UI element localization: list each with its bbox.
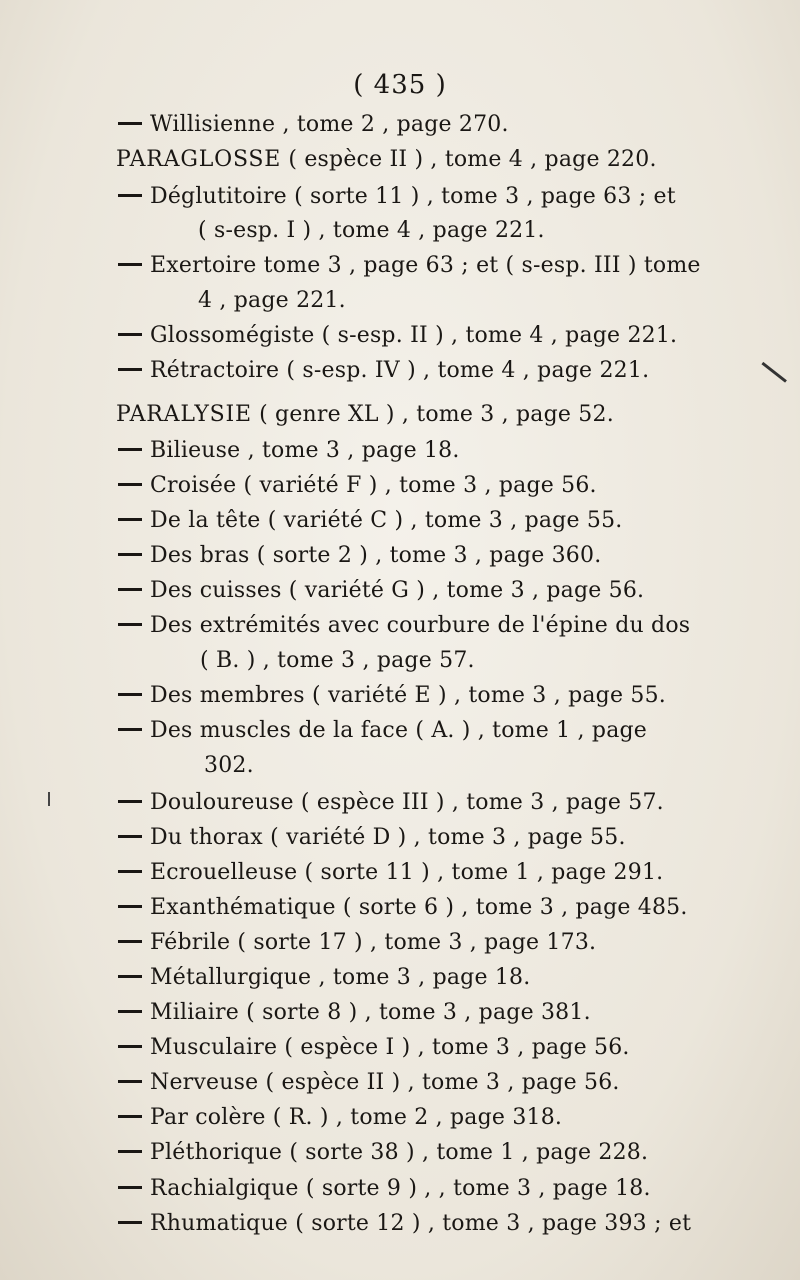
entry-text: 4 , page 221. (198, 288, 346, 313)
entry-text: Métallurgique , tome 3 , page 18. (150, 965, 531, 990)
entry-text: Douloureuse ( espèce III ) , tome 3 , page 57. (150, 790, 664, 815)
entry-line (118, 253, 701, 278)
entry-text: Déglutitoire ( sorte 11 ) , tome 3 , page 63 ; et (150, 184, 676, 209)
entry-line (118, 358, 649, 383)
entry-line (118, 965, 530, 990)
dash-mark (118, 333, 142, 336)
dash-mark (118, 693, 142, 696)
dash-mark (118, 1221, 142, 1224)
entry-text: ( s-esp. I ) , tome 4 , page 221. (198, 218, 545, 243)
entry-heading: PARALYSIE (116, 402, 252, 427)
dash-mark (118, 122, 142, 125)
entry-line (118, 323, 677, 348)
dash-mark (118, 448, 142, 451)
dash-mark (118, 1080, 142, 1083)
page-number: ( 435 ) (353, 70, 447, 100)
entry-line (204, 753, 254, 778)
entry-text: Rhumatique ( sorte 12 ) , tome 3 , page 393 ; et (150, 1211, 692, 1236)
dash-mark (118, 588, 142, 591)
entry-text: Ecrouelleuse ( sorte 11 ) , tome 1 , page 291. (150, 860, 664, 885)
entry-line (118, 1176, 651, 1201)
entry-line (118, 1070, 620, 1095)
entry-line (118, 930, 596, 955)
entry-text: ( espèce II ) , tome 4 , page 220. (281, 147, 657, 172)
dash-mark (118, 975, 142, 978)
entry-text: 302. (204, 753, 254, 778)
entry-text: Croisée ( variété F ) , tome 3 , page 56. (150, 473, 597, 498)
dash-mark (118, 553, 142, 556)
dash-mark (118, 1150, 142, 1153)
dash-mark (118, 194, 142, 197)
dash-mark (118, 940, 142, 943)
entry-text: Pléthorique ( sorte 38 ) , tome 1 , page 228. (150, 1140, 649, 1165)
entry-line (118, 895, 688, 920)
entry-line (118, 438, 460, 463)
entry-line (118, 1035, 630, 1060)
entry-line (118, 473, 597, 498)
entry-line (118, 860, 663, 885)
dash-mark (118, 1186, 142, 1189)
entry-text: Exanthématique ( sorte 6 ) , tome 3 , page 485. (150, 895, 688, 920)
entry-text: Miliaire ( sorte 8 ) , tome 3 , page 381. (150, 1000, 591, 1025)
entry-line (200, 648, 475, 673)
dash-mark (118, 728, 142, 731)
entry-line (118, 578, 644, 603)
entry-text: Rétractoire ( s-esp. IV ) , tome 4 , page 221. (150, 358, 650, 383)
entry-text: De la tête ( variété C ) , tome 3 , page 55. (150, 508, 623, 533)
dash-mark (118, 800, 142, 803)
dash-mark (118, 870, 142, 873)
dash-mark (118, 835, 142, 838)
entry-text: Glossomégiste ( s-esp. II ) , tome 4 , page 221. (150, 323, 678, 348)
entry-text: Fébrile ( sorte 17 ) , tome 3 , page 173. (150, 930, 597, 955)
dash-mark (118, 518, 142, 521)
entry-line (118, 543, 601, 568)
entry-line (118, 1211, 691, 1236)
entry-line (198, 288, 346, 313)
entry-text: Des bras ( sorte 2 ) , tome 3 , page 360. (150, 543, 602, 568)
entry-line (198, 218, 545, 243)
entry-text: Du thorax ( variété D ) , tome 3 , page 55. (150, 825, 626, 850)
dash-mark (118, 483, 142, 486)
entry-text: Des membres ( variété E ) , tome 3 , page 55. (150, 683, 666, 708)
entry-line (118, 683, 666, 708)
dash-mark (118, 623, 142, 626)
entry-line (118, 508, 622, 533)
entry-line (116, 402, 614, 427)
dash-mark (118, 1045, 142, 1048)
entry-line (118, 825, 626, 850)
entry-text: Exertoire tome 3 , page 63 ; et ( s-esp. III ) tome (150, 253, 701, 278)
entry-line (118, 613, 690, 638)
entry-text: Willisienne , tome 2 , page 270. (150, 112, 509, 137)
entry-text: Par colère ( R. ) , tome 2 , page 318. (150, 1105, 563, 1130)
entry-text: ( B. ) , tome 3 , page 57. (200, 648, 475, 673)
entry-text: Rachialgique ( sorte 9 ) , , tome 3 , page 18. (150, 1176, 651, 1201)
entry-text: Nerveuse ( espèce II ) , tome 3 , page 56. (150, 1070, 620, 1095)
entry-text: Des muscles de la face ( A. ) , tome 1 , page (150, 718, 648, 743)
entry-text: Des extrémités avec courbure de l'épine du dos (150, 613, 691, 638)
entry-heading: PARAGLOSSE (116, 147, 282, 172)
entry-text: Des cuisses ( variété G ) , tome 3 , page 56. (150, 578, 645, 603)
dash-mark (118, 905, 142, 908)
entry-text: Bilieuse , tome 3 , page 18. (150, 438, 460, 463)
entry-text: ( genre XL ) , tome 3 , page 52. (251, 402, 614, 427)
entry-line (118, 1140, 648, 1165)
entry-line (118, 718, 647, 743)
entry-text: Musculaire ( espèce I ) , tome 3 , page 56. (150, 1035, 630, 1060)
entry-line (118, 1000, 591, 1025)
margin-tick-mark (48, 792, 50, 806)
dash-mark (118, 1115, 142, 1118)
entry-line (118, 790, 664, 815)
dash-mark (118, 368, 142, 371)
entry-line (118, 112, 509, 137)
entry-line (118, 1105, 562, 1130)
entry-line (116, 147, 657, 172)
dash-mark (118, 1010, 142, 1013)
entry-line (118, 184, 676, 209)
dash-mark (118, 263, 142, 266)
